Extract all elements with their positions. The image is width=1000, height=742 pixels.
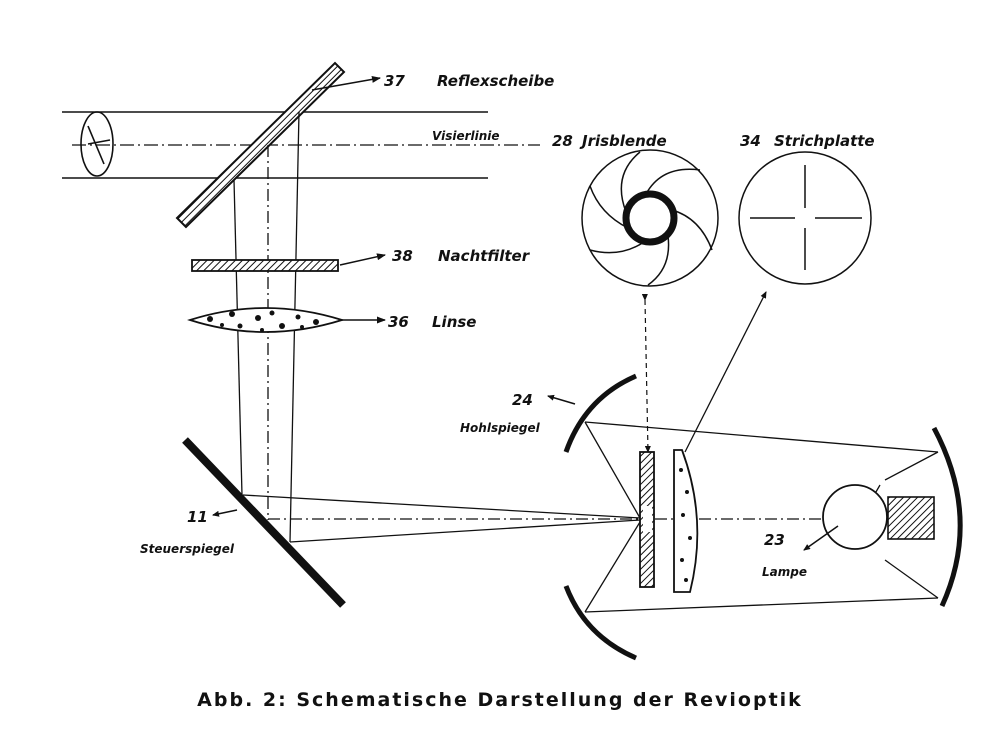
label-visierlinie: Visierlinie bbox=[432, 129, 500, 143]
lamp-reflector bbox=[934, 428, 960, 606]
nachtfilter bbox=[192, 260, 338, 271]
lamp bbox=[823, 485, 934, 549]
label-lampe: Lampe bbox=[762, 565, 807, 579]
label-nachtfilter: Nachtfilter bbox=[438, 247, 530, 265]
label-24-number: 24 bbox=[512, 391, 533, 409]
horizontal-beam bbox=[243, 495, 885, 542]
steuerspiegel bbox=[185, 440, 343, 605]
strichplatte bbox=[739, 152, 871, 284]
label-reflexscheibe: Reflexscheibe bbox=[437, 72, 555, 90]
jrisblende bbox=[582, 150, 718, 286]
reticle-plate bbox=[674, 450, 697, 592]
figure-caption: Abb. 2: Schematische Darstellung der Revioptik bbox=[197, 689, 803, 711]
label-28-number: 28 bbox=[552, 132, 573, 150]
hohlspiegel-bottom bbox=[566, 586, 636, 658]
hohlspiegel-top bbox=[566, 376, 636, 452]
label-34-number: 34 bbox=[740, 132, 761, 150]
label-strichplatte: Strichplatte bbox=[774, 132, 875, 150]
label-11-number: 11 bbox=[187, 508, 208, 526]
label-38-number: 38 bbox=[392, 247, 413, 265]
eye-icon bbox=[81, 112, 113, 176]
label-36-number: 36 bbox=[388, 313, 409, 331]
label-hohlspiegel: Hohlspiegel bbox=[460, 421, 540, 435]
iris-plate bbox=[640, 452, 654, 587]
linse bbox=[190, 308, 342, 332]
label-23-number: 23 bbox=[764, 531, 785, 549]
label-37-number: 37 bbox=[384, 72, 405, 90]
label-jrisblende: Jrisblende bbox=[582, 132, 667, 150]
sight-beam bbox=[62, 112, 540, 178]
label-linse: Linse bbox=[432, 313, 477, 331]
label-steuerspiegel: Steuerspiegel bbox=[140, 542, 234, 556]
